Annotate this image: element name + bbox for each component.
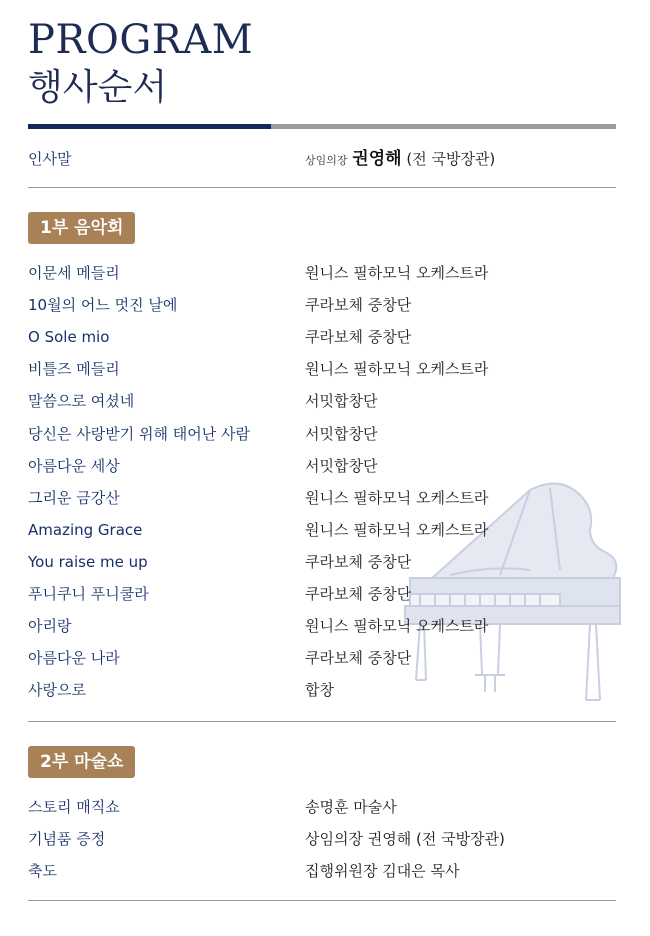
- program-item: [28, 860, 618, 882]
- greeting-speaker: [305, 148, 495, 172]
- program-title: 아리랑: [28, 617, 72, 636]
- program-title: You raise me up: [28, 552, 148, 571]
- program-title: 스토리 매직쇼: [28, 798, 120, 816]
- program-item: [28, 519, 618, 541]
- program-item: [28, 262, 618, 284]
- program-performer: 원니스 필하모닉 오케스트라: [305, 360, 489, 379]
- program-item: [28, 390, 618, 412]
- program-item: [28, 796, 618, 818]
- divider: [28, 900, 616, 901]
- page-title-english: PROGRAM: [28, 17, 254, 63]
- program-item: [28, 647, 618, 669]
- program-title: 푸니쿠니 푸니쿨라: [28, 585, 149, 603]
- program-performer: 쿠라보체 중창단: [305, 649, 412, 668]
- program-item: [28, 423, 618, 445]
- program-item: [28, 455, 618, 477]
- program-item: [28, 487, 618, 509]
- program-item: [28, 358, 618, 380]
- program-performer: 원니스 필하모닉 오케스트라: [305, 520, 489, 539]
- program-performer: 쿠라보체 중창단: [305, 328, 412, 347]
- program-performer: 원니스 필하모닉 오케스트라: [305, 264, 489, 282]
- program-title: 이문세 메들리: [28, 264, 120, 282]
- greeting-row: [28, 148, 618, 170]
- program-performer: 원니스 필하모닉 오케스트라: [305, 488, 489, 507]
- program-title: 비틀즈 메들리: [28, 360, 120, 379]
- program-title: 축도: [28, 862, 57, 880]
- speaker-position: 상임의장: [305, 154, 348, 167]
- program-title: 당신은 사랑받기 위해 태어난 사람: [28, 424, 250, 443]
- page-title-korean: 행사순서: [28, 67, 168, 108]
- program-performer: 합창: [305, 681, 334, 700]
- program-title: 아름다운 나라: [28, 649, 120, 668]
- program-performer: 서밋합창단: [305, 456, 378, 475]
- program-performer: 송명훈 마술사: [305, 798, 397, 816]
- greeting-label: 인사말: [28, 150, 72, 168]
- program-performer: 쿠라보체 중창단: [305, 296, 412, 315]
- program-title: 그리운 금강산: [28, 488, 120, 507]
- header-rule-accent: [28, 124, 271, 129]
- program-performer: 원니스 필하모닉 오케스트라: [305, 617, 489, 636]
- program-item: [28, 828, 618, 850]
- program-performer: 집행위원장 김대은 목사: [305, 862, 460, 880]
- program-item: [28, 551, 618, 573]
- program-item: [28, 583, 618, 605]
- part2-badge: 2부 마술쇼: [28, 746, 135, 778]
- program-title: 사랑으로: [28, 681, 86, 700]
- program-title: O Sole mio: [28, 328, 110, 347]
- divider: [28, 721, 616, 722]
- program-item: [28, 294, 618, 316]
- program-title: 아름다운 세상: [28, 456, 120, 475]
- speaker-name: 권영해: [352, 149, 402, 169]
- program-performer: 상임의장 권영해 (전 국방장관): [305, 830, 505, 848]
- program-title: 기념품 증정: [28, 830, 106, 848]
- program-title: Amazing Grace: [28, 520, 143, 539]
- part1-badge: 1부 음악회: [28, 212, 135, 244]
- program-item: [28, 615, 618, 637]
- program-item: [28, 679, 618, 701]
- program-title: 말씀으로 여셨네: [28, 392, 135, 411]
- divider: [28, 187, 616, 188]
- program-performer: 쿠라보체 중창단: [305, 585, 412, 603]
- program-performer: 서밋합창단: [305, 424, 378, 443]
- program-performer: 서밋합창단: [305, 392, 378, 411]
- program-performer: 쿠라보체 중창단: [305, 552, 412, 571]
- program-title: 10월의 어느 멋진 날에: [28, 296, 178, 315]
- speaker-note: (전 국방장관): [406, 150, 496, 168]
- program-item: [28, 326, 618, 348]
